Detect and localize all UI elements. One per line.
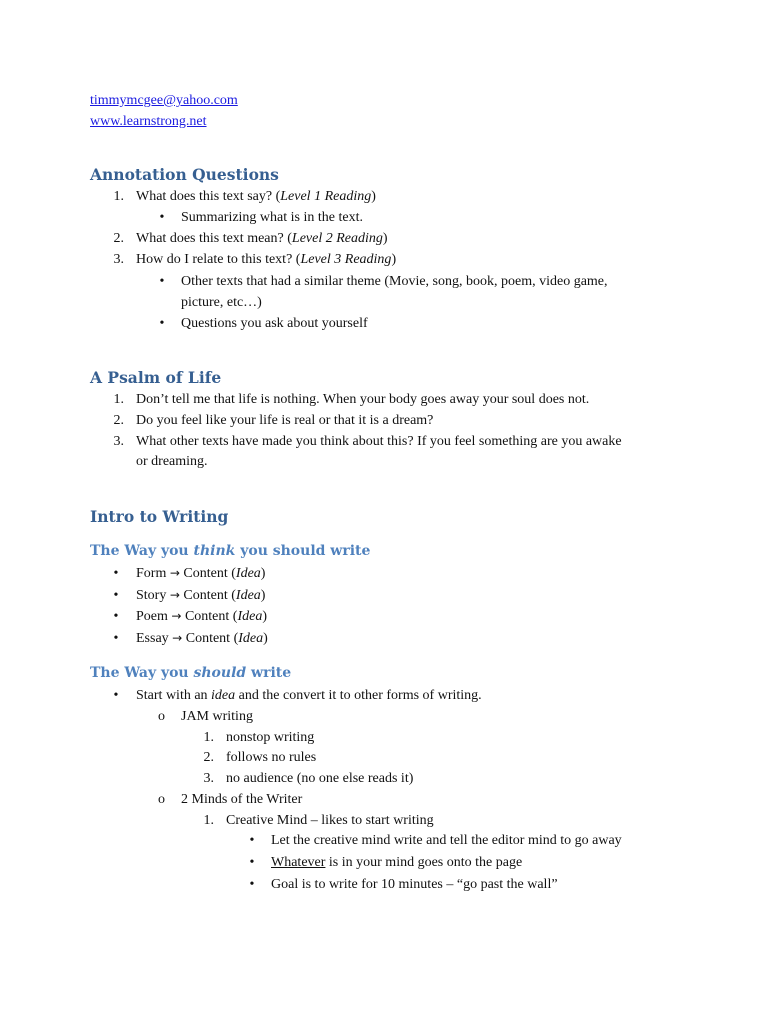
bullet-marker: • [113, 588, 119, 603]
creative-item-3: Goal is to write for 10 minutes – “go past the wall” [271, 877, 558, 892]
list-number: 3. [113, 434, 124, 449]
annotation-question-3-sub-1-line-2: picture, etc…) [181, 295, 262, 310]
bullet-marker: • [159, 274, 165, 289]
should-item-start: Start with an idea and the convert it to other forms of writing. [136, 688, 482, 703]
bullet-marker: • [249, 833, 255, 848]
jam-item-1: nonstop writing [226, 730, 315, 745]
psalm-item-3-line-1: What other texts have made you think about this? If you feel something are you awake [136, 434, 622, 449]
think-item-form: Form → Content (Idea) [136, 566, 266, 581]
bullet-marker: • [113, 688, 119, 703]
annotation-question-1-sub: Summarizing what is in the text. [181, 210, 363, 225]
psalm-item-1: Don’t tell me that life is nothing. When your body goes away your soul does not. [136, 392, 590, 407]
jam-item-3: no audience (no one else reads it) [226, 771, 414, 786]
circle-marker: o [158, 792, 165, 807]
bullet-marker: • [113, 631, 119, 646]
bullet-marker: • [249, 855, 255, 870]
two-minds: 2 Minds of the Writer [181, 792, 303, 807]
creative-mind: Creative Mind – likes to start writing [226, 813, 434, 828]
annotation-question-1: What does this text say? (Level 1 Reading) [136, 189, 376, 204]
bullet-marker: • [159, 210, 165, 225]
circle-marker: o [158, 709, 165, 724]
list-number: 1. [113, 392, 124, 407]
arrow-right-icon: → [169, 588, 180, 602]
annotation-question-3-sub-2: Questions you ask about yourself [181, 316, 368, 331]
arrow-right-icon: → [171, 609, 182, 623]
list-number: 1. [203, 730, 214, 745]
bullet-marker: • [113, 609, 119, 624]
bullet-marker: • [249, 877, 255, 892]
arrow-right-icon: → [169, 566, 180, 580]
list-number: 3. [113, 252, 124, 267]
bullet-marker: • [159, 316, 165, 331]
psalm-item-3-line-2: or dreaming. [136, 454, 208, 469]
jam-item-2: follows no rules [226, 750, 317, 765]
email-link[interactable]: timmymcgee@yahoo.com [90, 93, 238, 108]
bullet-marker: • [113, 566, 119, 581]
annotation-question-3-sub-1-line-1: Other texts that had a similar theme (Movie, song, book, poem, video game, [181, 274, 608, 289]
annotation-question-2: What does this text mean? (Level 2 Reading) [136, 231, 388, 246]
list-number: 2. [203, 750, 214, 765]
list-number: 1. [113, 189, 124, 204]
think-item-story: Story → Content (Idea) [136, 588, 266, 603]
heading-annotation-questions: Annotation Questions [90, 165, 279, 184]
arrow-right-icon: → [172, 631, 183, 645]
psalm-item-2: Do you feel like your life is real or that it is a dream? [136, 413, 434, 428]
list-number: 2. [113, 231, 124, 246]
list-number: 1. [203, 813, 214, 828]
jam-writing: JAM writing [181, 709, 253, 724]
subheading-way-you-should: The Way you should write [90, 665, 292, 681]
annotation-question-3: How do I relate to this text? (Level 3 Reading) [136, 252, 397, 267]
heading-intro-to-writing: Intro to Writing [90, 507, 229, 526]
subheading-way-you-think: The Way you think you should write [90, 543, 371, 559]
list-number: 3. [203, 771, 214, 786]
creative-item-1: Let the creative mind write and tell the editor mind to go away [271, 833, 622, 848]
heading-psalm-of-life: A Psalm of Life [90, 368, 222, 387]
creative-item-2: Whatever is in your mind goes onto the page [271, 855, 523, 870]
website-link[interactable]: www.learnstrong.net [90, 114, 207, 129]
think-item-essay: Essay → Content (Idea) [136, 631, 268, 646]
list-number: 2. [113, 413, 124, 428]
think-item-poem: Poem → Content (Idea) [136, 609, 268, 624]
